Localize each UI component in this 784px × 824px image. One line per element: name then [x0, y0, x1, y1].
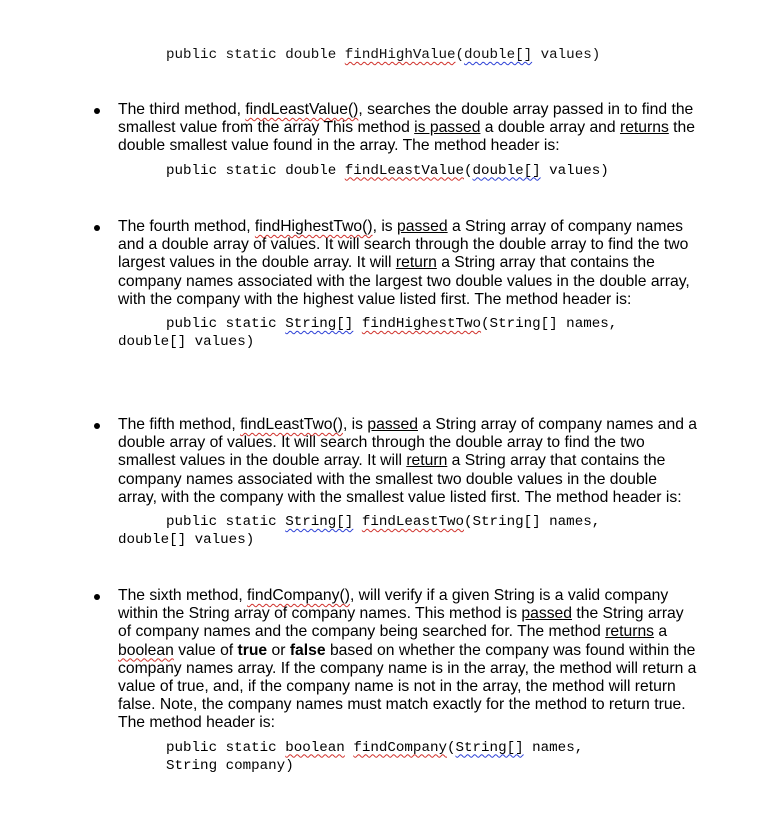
return-type: boolean [285, 739, 345, 756]
code-text: ( [455, 47, 464, 63]
find-least-two-header: public static String[] findLeastTwo(String[] names, [166, 514, 601, 531]
method-name: findLeastTwo() [240, 416, 343, 433]
bullet-icon [94, 225, 100, 231]
code-continuation: String company) [166, 757, 294, 774]
find-high-value-header [166, 46, 600, 64]
method-name: findLeastValue [344, 162, 464, 179]
method-name: findLeastTwo [361, 514, 465, 531]
underlined-text: is passed [414, 119, 481, 137]
method-name: findLeastValue() [245, 101, 359, 118]
bold-text: true [237, 641, 268, 659]
method-name: findHighValue [344, 47, 456, 63]
bullet-item-sixth-method [118, 587, 698, 775]
param-type: String[] [285, 514, 354, 531]
bullet-icon [94, 594, 100, 600]
flagged-word: boolean [118, 641, 174, 659]
param-type: double[] [464, 47, 533, 63]
find-highest-two-header: public static String[] findHighestTwo(String[] names, [166, 316, 618, 333]
param-type: String[] [455, 739, 524, 756]
method-name: findHighestTwo() [254, 218, 373, 235]
bold-text: false [289, 641, 326, 659]
paragraph: The third method, findLeastValue(), searches the double array passed in to find the smallest value from the array This method is passed a double array and returns the double smallest value found in the array. The method header is: [118, 101, 695, 155]
bullet-item-fifth-method [118, 416, 698, 549]
underlined-text: returns [619, 119, 669, 137]
paragraph: The fourth method, findHighestTwo(), is passed a String array of company names and a double array of values. It will search through the double array to find the two largest values in the double array. It will return a String array that contains the company names associated with the largest two double values in the double array, with the company with the highest value listed first. The method header is: [118, 218, 690, 308]
code-text: values) [532, 47, 601, 63]
code-text: public static double [166, 47, 345, 63]
underlined-text: returns [605, 623, 655, 641]
bullet-item-third-method [118, 101, 698, 180]
bullet-icon [94, 108, 100, 114]
bullet-item-fourth-method [118, 218, 698, 351]
method-name: findHighestTwo [361, 316, 482, 333]
param-type: double[] [472, 162, 541, 179]
underlined-text: return [406, 452, 448, 470]
code-continuation: double[] values) [118, 532, 255, 549]
find-company-header: public static boolean findCompany(String[] names, [166, 739, 584, 756]
underlined-text: passed [521, 605, 573, 623]
code-continuation: double[] values) [118, 334, 255, 351]
method-name: findCompany() [247, 587, 350, 604]
paragraph: The sixth method, findCompany(), will verify if a given String is a valid company within the String array of company names. This method is passed the String array of company names and the company being searched for. The method returns a boolean value of true or false based on whether the company was found within the company names array. If the company name is in the array, the method will return a value of true, and, if the company name is not in the array, the method will return false. Note, the company names must match exactly for the method to return true. The method header is: [118, 587, 697, 732]
underlined-text: passed [397, 218, 448, 235]
bullet-icon [94, 423, 100, 429]
find-least-value-header: public static double findLeastValue(double[] values) [166, 162, 609, 179]
underlined-text: passed [367, 416, 418, 433]
param-type: String[] [285, 316, 354, 333]
method-name: findCompany [353, 739, 447, 756]
paragraph: The fifth method, findLeastTwo(), is passed a String array of company names and a double array of values. It will search through the double array to find the two smallest values in the double array. It will return a String array that contains the company names associated with the smallest two double values in the double array, with the company with the smallest value listed first. The method header is: [118, 416, 698, 506]
underlined-text: return [395, 254, 437, 272]
